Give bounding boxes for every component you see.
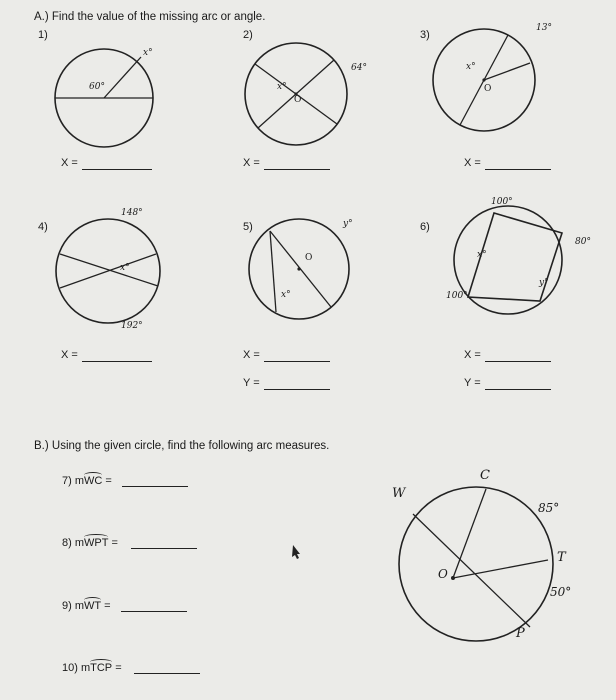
p5-y-blank[interactable] [264,389,330,390]
q7-suffix: = [102,475,112,487]
p4-mark-192: 192° [121,321,143,331]
arc-symbol [90,659,112,665]
q8-suffix: = [108,537,118,549]
circle-diagram-4 [56,219,160,323]
p2-answer-blank[interactable] [264,169,330,170]
problem-5-number: 5) [243,221,253,233]
arc-85-label: 85° [538,501,560,515]
problem-3-number: 3) [420,29,430,41]
p3-mark-center: O [484,84,492,94]
q9-number: 9) [62,600,72,612]
p4-answer-blank[interactable] [82,361,152,362]
arc-50-label: 50° [550,585,572,599]
circle-diagram-b [399,487,553,641]
q8-arc: WPT [84,537,109,549]
problem-2-number: 2) [243,29,253,41]
p2-mark-center: O [294,95,302,105]
p1-mark-60: 60° [89,82,105,92]
p6-mark-x: x° [477,250,487,260]
circle-diagram-6 [454,206,562,314]
p1-answer-blank[interactable] [82,169,152,170]
arc-symbol [84,472,102,478]
problem-6-number: 6) [420,221,430,233]
point-o: O [438,567,448,581]
q10-prefix: m [80,662,91,674]
p5-x-blank[interactable] [264,361,330,362]
p2-mark-64: 64° [351,63,367,73]
p6-mark-100-left: 100° [446,291,468,301]
p2-mark-x: x° [277,82,287,92]
p6-mark-100-top: 100° [491,197,513,207]
p6-mark-y: y° [539,278,549,288]
problem-1-number: 1) [38,29,48,41]
section-a-heading: A.) Find the value of the missing arc or angle. [34,11,266,23]
p3-answer-label: X = [464,157,481,169]
q9-prefix: m [74,600,85,612]
q8-number: 8) [62,537,72,549]
p1-answer-label: X = [61,157,78,169]
point-t: T [557,550,566,565]
q10-answer-blank[interactable] [134,673,200,674]
point-w: W [392,486,406,501]
p5-y-label: Y = [243,377,260,389]
section-b-heading: B.) Using the given circle, find the following arc measures. [34,440,330,452]
problem-4-number: 4) [38,221,48,233]
p6-y-label: Y = [464,377,481,389]
q10-number: 10) [62,662,78,674]
p3-mark-13: 13° [536,23,552,33]
q9-suffix: = [101,600,111,612]
circle-diagram-1 [55,49,153,147]
q7 [62,475,112,487]
arc-symbol [84,534,108,540]
p2-answer-label: X = [243,157,260,169]
q7-number: 7) [62,475,72,487]
p6-x-blank[interactable] [485,361,551,362]
p6-y-blank[interactable] [485,389,551,390]
q9 [62,600,111,612]
q8-prefix: m [74,537,85,549]
arc-symbol [84,597,101,603]
q7-prefix: m [74,475,85,487]
q10-suffix: = [112,662,122,674]
p4-mark-x: x° [120,263,130,273]
p1-mark-x: x° [143,48,153,58]
point-p: P [516,626,525,641]
p5-x-label: X = [243,349,260,361]
p4-mark-148: 148° [121,208,143,218]
q9-answer-blank[interactable] [121,611,187,612]
p5-mark-center: O [305,253,313,263]
p3-answer-blank[interactable] [485,169,551,170]
p6-mark-80: 80° [575,237,591,247]
q8 [62,537,118,549]
q7-answer-blank[interactable] [122,486,188,487]
circle-diagram-3 [433,29,535,131]
circle-diagram-2 [245,43,347,145]
circle-diagram-5 [249,219,349,319]
q10-arc: TCP [90,662,113,674]
p5-mark-x: x° [281,290,291,300]
p5-mark-y: y° [343,219,353,229]
q9-arc: WT [84,600,102,612]
p3-mark-x: x° [466,62,476,72]
p6-x-label: X = [464,349,481,361]
q8-answer-blank[interactable] [131,548,197,549]
point-c: C [480,468,490,483]
p4-answer-label: X = [61,349,78,361]
q10 [62,662,122,674]
q7-arc: WC [84,475,103,487]
